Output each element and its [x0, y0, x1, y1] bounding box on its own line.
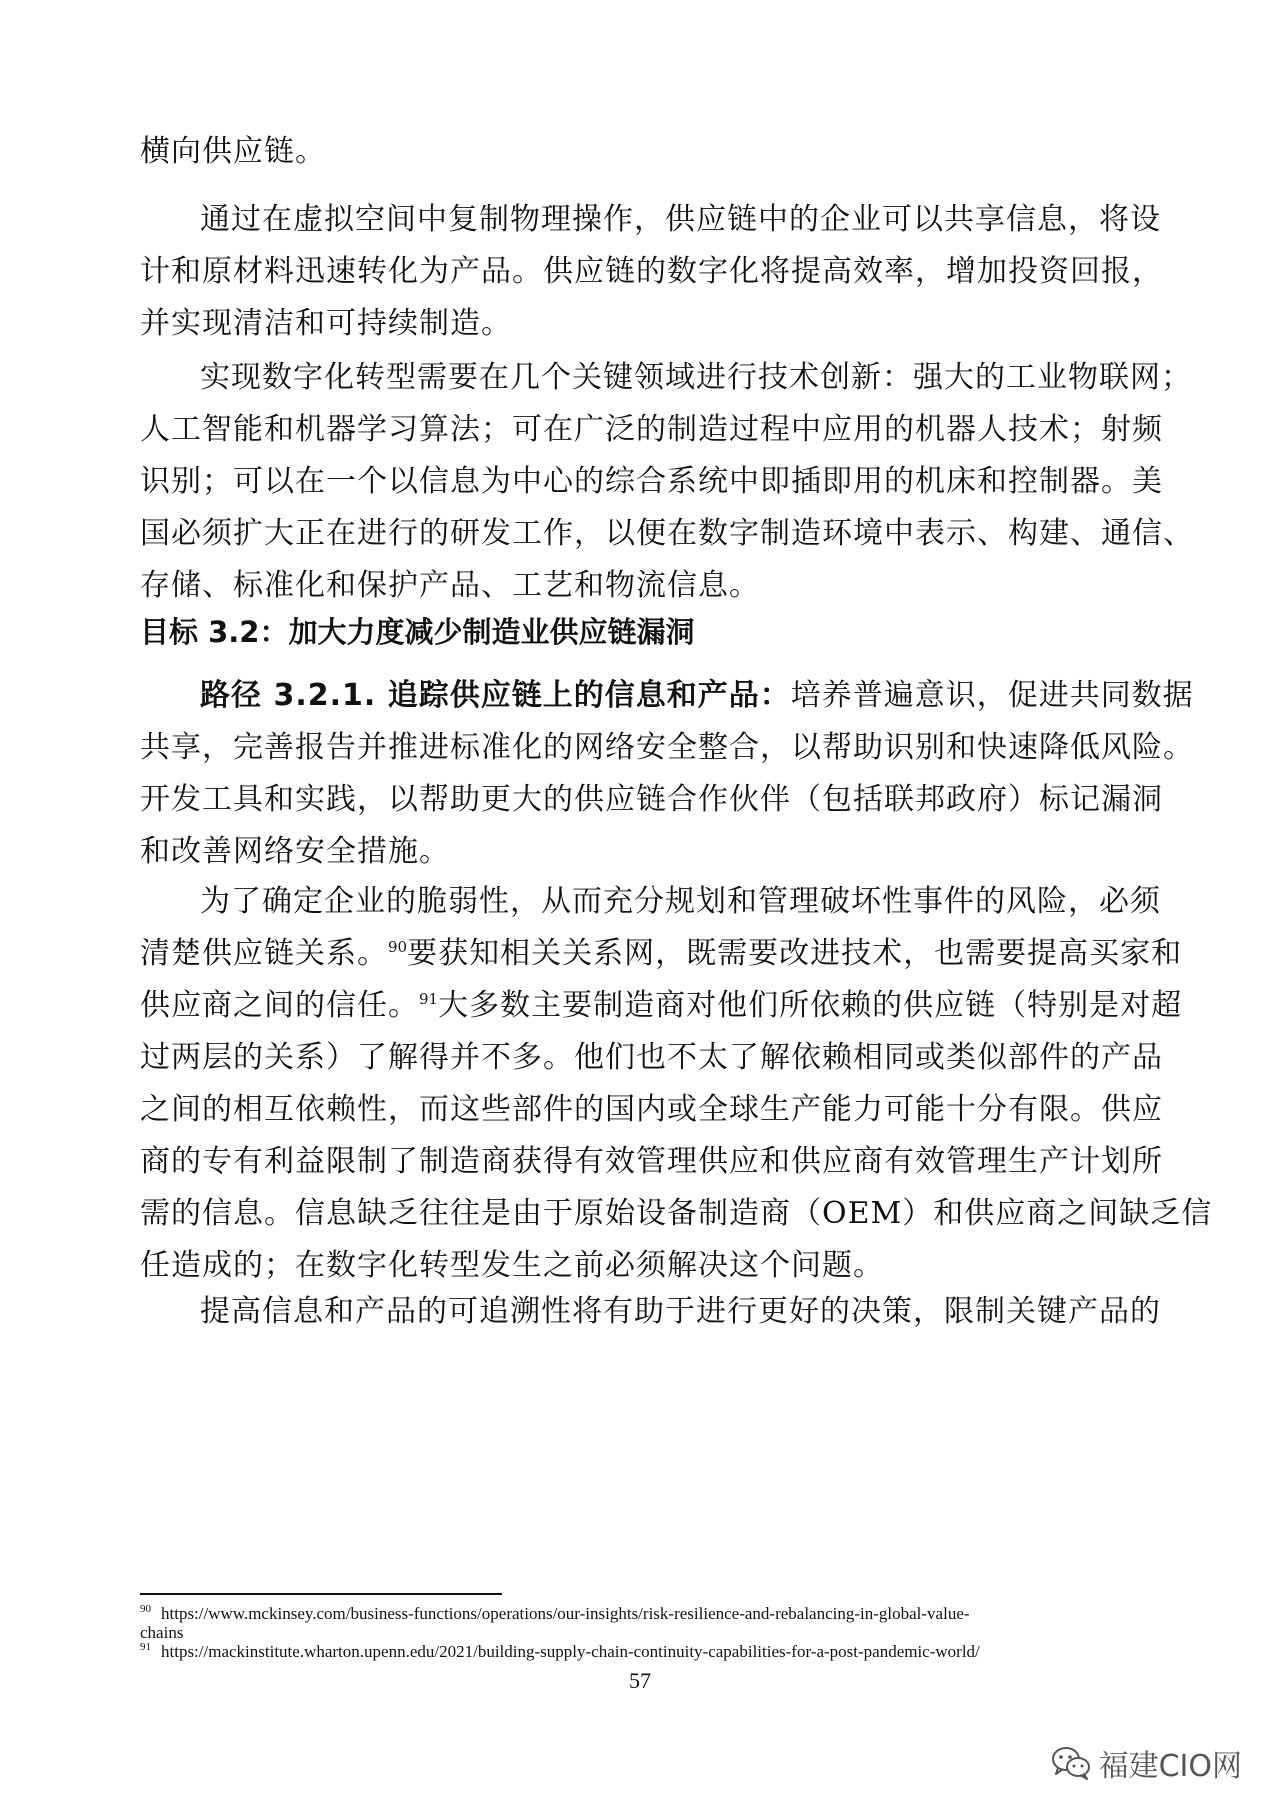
- text-line: 存储、标准化和保护产品、工艺和物流信息。: [140, 568, 760, 603]
- wechat-icon: [1051, 1746, 1091, 1780]
- footnote-link[interactable]: https://mackinstitute.wharton.upenn.edu/2021/building-supply-chain-continuity-capabilities-for-a-post-pandemic-world/: [161, 1642, 980, 1661]
- text-line: 并实现清洁和可持续制造。: [140, 306, 512, 341]
- text-line: [140, 980, 1183, 1032]
- goal-heading: 目标 3.2：加大力度减少制造业供应链漏洞: [140, 615, 695, 649]
- path-label: 路径 3.2.1. 追踪供应链上的信息和产品：: [200, 678, 791, 713]
- footnote-separator: [140, 1593, 502, 1595]
- text-line: 通过在虚拟空间中复制物理操作，供应链中的企业可以共享信息，将设: [200, 202, 1161, 237]
- page-number: 57: [629, 1668, 651, 1693]
- footnote-91: [140, 1642, 1150, 1661]
- text-line: 横向供应链。: [140, 134, 326, 169]
- paragraph-digital-transformation: [140, 352, 1194, 612]
- footnote-90: [140, 1604, 1150, 1623]
- paragraph-horizontal-supply-chain: [140, 126, 1150, 178]
- text-line: 开发工具和实践，以帮助更大的供应链合作伙伴（包括联邦政府）标记漏洞: [140, 782, 1163, 817]
- watermark-text: 福建CIO网: [1098, 1749, 1242, 1784]
- text-line: 之间的相互依赖性，而这些部件的国内或全球生产能力可能十分有限。供应: [140, 1092, 1163, 1127]
- footnotes: [140, 1604, 1150, 1661]
- text-line: 人工智能和机器学习算法；可在广泛的制造过程中应用的机器人技术；射频: [140, 412, 1163, 447]
- path-line-rest: 培养普遍意识，促进共同数据: [790, 678, 1194, 713]
- text-line: 任造成的；在数字化转型发生之前必须解决这个问题。: [140, 1248, 884, 1283]
- text-line: 共享，完善报告并推进标准化的网络安全整合，以帮助识别和快速降低风险。: [140, 730, 1194, 765]
- footnote-90-continued[interactable]: chains: [140, 1623, 184, 1642]
- paragraph-path-3-2-1: [140, 670, 1194, 878]
- text-line: 过两层的关系）了解得并不多。他们也不太了解依赖相同或类似部件的产品: [140, 1040, 1163, 1075]
- paragraph-vulnerability: [140, 876, 1213, 1292]
- footnote-number: 91: [140, 1641, 151, 1654]
- text-segment: 清楚供应链关系。: [140, 936, 388, 971]
- text-line: 实现数字化转型需要在几个关键领域进行技术创新：强大的工业物联网；: [200, 360, 1192, 395]
- footnote-ref-90[interactable]: 90: [388, 938, 408, 956]
- watermark: [1051, 1741, 1242, 1785]
- text-line: [140, 928, 1183, 980]
- text-line: 国必须扩大正在进行的研发工作，以便在数字制造环境中表示、构建、通信、: [140, 516, 1194, 551]
- paragraph-virtual-space: [140, 194, 1163, 350]
- text-line: 为了确定企业的脆弱性，从而充分规划和管理破坏性事件的风险，必须: [200, 884, 1161, 919]
- paragraph-traceability: [140, 1286, 1161, 1338]
- text-line: 和改善网络安全措施。: [140, 834, 450, 869]
- text-segment: 大多数主要制造商对他们所依赖的供应链（特别是对超: [438, 988, 1183, 1023]
- footnote-number: 90: [140, 1603, 151, 1616]
- text-line: [140, 670, 1194, 722]
- text-line: 需的信息。信息缺乏往往是由于原始设备制造商（OEM）和供应商之间缺乏信: [140, 1196, 1213, 1231]
- footnote-link[interactable]: https://www.mckinsey.com/business-functions/operations/our-insights/risk-resilience-and-rebalancing-in-global-value-: [161, 1604, 970, 1623]
- text-segment: 供应商之间的信任。: [140, 988, 419, 1023]
- footnote-ref-91[interactable]: 91: [419, 990, 439, 1008]
- text-line: 计和原材料迅速转化为产品。供应链的数字化将提高效率，增加投资回报，: [140, 254, 1163, 289]
- text-line: 识别；可以在一个以信息为中心的综合系统中即插即用的机床和控制器。美: [140, 464, 1163, 499]
- text-line: 提高信息和产品的可追溯性将有助于进行更好的决策，限制关键产品的: [200, 1294, 1161, 1329]
- text-line: 商的专有利益限制了制造商获得有效管理供应和供应商有效管理生产计划所: [140, 1144, 1163, 1179]
- text-segment: 要获知相关关系网，既需要改进技术，也需要提高买家和: [407, 936, 1183, 971]
